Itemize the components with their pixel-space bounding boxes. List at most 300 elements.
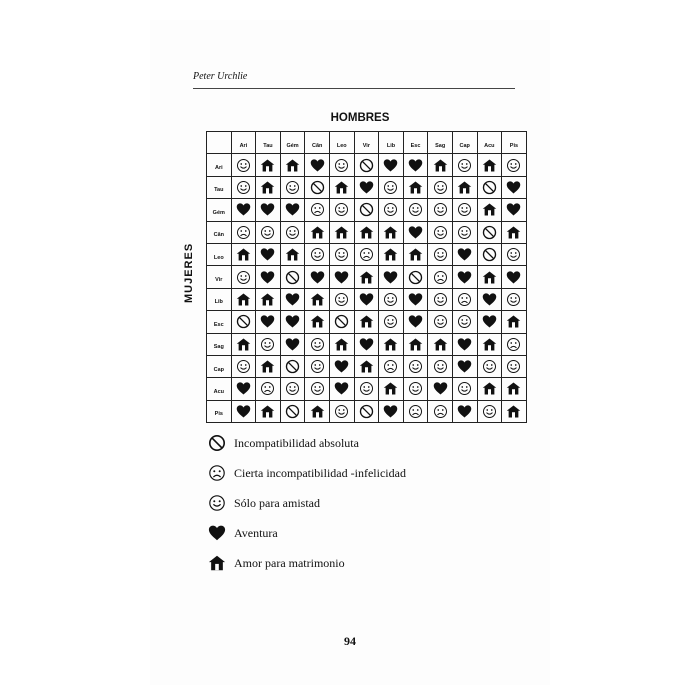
grid-cell xyxy=(231,176,256,198)
column-header xyxy=(379,132,404,154)
heart-icon xyxy=(457,270,472,285)
grid-cell xyxy=(305,378,330,400)
row-header xyxy=(207,199,232,221)
grid-cell xyxy=(477,266,502,288)
smiley-face-icon xyxy=(310,247,325,262)
sad-face-icon xyxy=(433,270,448,285)
column-header xyxy=(428,132,453,154)
grid-cell xyxy=(477,400,502,422)
smiley-face-icon xyxy=(236,158,251,173)
row-header-label: Leo xyxy=(213,254,224,261)
table-row xyxy=(207,199,527,221)
heart-icon xyxy=(457,247,472,262)
smiley-face-icon xyxy=(433,225,448,240)
sad-face-icon xyxy=(457,292,472,307)
smiley-face-icon xyxy=(260,337,275,352)
sad-face-icon xyxy=(383,359,398,374)
legend-text: Cierta incompatibilidad -infelicidad xyxy=(234,465,406,480)
sad-face-icon xyxy=(236,225,251,240)
prohibited-icon xyxy=(359,158,374,173)
grid-corner xyxy=(207,132,232,154)
smiley-face-icon xyxy=(482,359,497,374)
grid-cell xyxy=(354,243,379,265)
house-icon xyxy=(506,404,521,419)
column-header xyxy=(452,132,477,154)
house-icon xyxy=(359,314,374,329)
row-header xyxy=(207,176,232,198)
grid-cell xyxy=(256,333,281,355)
grid-cell xyxy=(329,266,354,288)
grid-cell xyxy=(354,311,379,333)
smiley-face-icon xyxy=(433,292,448,307)
grid-cell xyxy=(329,355,354,377)
house-icon xyxy=(506,314,521,329)
smiley-face-icon xyxy=(433,202,448,217)
grid-cell xyxy=(354,333,379,355)
prohibited-icon xyxy=(310,180,325,195)
prohibited-icon xyxy=(359,202,374,217)
house-icon xyxy=(334,225,349,240)
grid-cell xyxy=(502,221,527,243)
grid-cell xyxy=(452,243,477,265)
grid-cell xyxy=(452,378,477,400)
row-header-label: Tau xyxy=(214,187,224,194)
table-row xyxy=(207,400,527,422)
column-header-label: Cân xyxy=(311,142,323,149)
house-icon xyxy=(482,158,497,173)
legend-item xyxy=(208,488,406,518)
grid-cell xyxy=(452,355,477,377)
house-icon xyxy=(359,225,374,240)
heart-icon xyxy=(236,381,251,396)
grid-cell xyxy=(379,355,404,377)
column-header-label: Leo xyxy=(336,142,347,149)
table-row xyxy=(207,333,527,355)
grid-cell xyxy=(231,221,256,243)
column-header xyxy=(354,132,379,154)
grid-cell xyxy=(502,176,527,198)
house-icon xyxy=(482,270,497,285)
row-header-label: Lib xyxy=(214,299,223,306)
column-header-label: Pis xyxy=(509,142,519,149)
grid-cell xyxy=(354,221,379,243)
grid-cell xyxy=(231,199,256,221)
smiley-face-icon xyxy=(383,292,398,307)
smiley-face-icon xyxy=(457,314,472,329)
grid-cell xyxy=(305,154,330,176)
row-header xyxy=(207,355,232,377)
grid-cell xyxy=(305,243,330,265)
grid-cell xyxy=(305,311,330,333)
heart-icon xyxy=(359,337,374,352)
heart-icon xyxy=(506,202,521,217)
grid-title: HOMBRES xyxy=(330,112,390,124)
grid-cell xyxy=(280,333,305,355)
row-header-label: Pis xyxy=(214,411,223,418)
column-header xyxy=(403,132,428,154)
smiley-face-icon xyxy=(236,180,251,195)
row-header-label: Acu xyxy=(213,388,224,395)
grid-cell xyxy=(354,355,379,377)
house-icon xyxy=(482,337,497,352)
page-number: 94 xyxy=(344,634,356,648)
grid-cell xyxy=(329,400,354,422)
grid-cell xyxy=(477,221,502,243)
grid-cell xyxy=(305,221,330,243)
sad-face-icon xyxy=(260,381,275,396)
grid-cell xyxy=(280,154,305,176)
smiley-face-icon xyxy=(433,359,448,374)
heart-icon xyxy=(408,225,423,240)
grid-cell xyxy=(428,378,453,400)
grid-cell xyxy=(428,288,453,310)
legend-text: Sólo para amistad xyxy=(234,495,320,510)
grid-cell xyxy=(502,333,527,355)
smiley-face-icon xyxy=(457,158,472,173)
grid-cell xyxy=(502,199,527,221)
grid-cell xyxy=(231,154,256,176)
grid-cell xyxy=(477,176,502,198)
prohibited-icon xyxy=(482,247,497,262)
grid-cell xyxy=(403,378,428,400)
grid-cell xyxy=(452,400,477,422)
prohibited-icon xyxy=(408,270,423,285)
grid-cell xyxy=(280,199,305,221)
smiley-face-icon xyxy=(208,494,226,512)
heart-icon xyxy=(260,247,275,262)
column-header-label: Ari xyxy=(239,142,248,149)
column-header-label: Sag xyxy=(435,142,446,149)
heart-icon xyxy=(383,404,398,419)
grid-cell xyxy=(256,400,281,422)
heart-icon xyxy=(482,292,497,307)
grid-cell xyxy=(477,288,502,310)
grid-cell xyxy=(379,333,404,355)
heart-icon xyxy=(433,381,448,396)
grid-cell xyxy=(379,400,404,422)
smiley-face-icon xyxy=(383,314,398,329)
smiley-face-icon xyxy=(310,337,325,352)
column-header-label: Esc xyxy=(410,142,421,149)
grid-cell xyxy=(452,199,477,221)
grid-cell xyxy=(256,176,281,198)
table-row xyxy=(207,378,527,400)
grid-cell xyxy=(428,311,453,333)
grid-cell xyxy=(403,221,428,243)
sad-face-icon xyxy=(208,464,226,482)
row-header-label: Esc xyxy=(213,321,224,328)
grid-cell xyxy=(403,243,428,265)
grid-cell xyxy=(502,243,527,265)
heart-icon xyxy=(236,404,251,419)
row-header xyxy=(207,333,232,355)
grid-cell xyxy=(280,400,305,422)
column-header xyxy=(305,132,330,154)
house-icon xyxy=(359,359,374,374)
house-icon xyxy=(236,247,251,262)
heart-icon xyxy=(457,404,472,419)
house-icon xyxy=(359,270,374,285)
house-icon xyxy=(383,337,398,352)
grid-cell xyxy=(403,333,428,355)
house-icon xyxy=(260,158,275,173)
grid-cell xyxy=(231,288,256,310)
smiley-face-icon xyxy=(433,180,448,195)
prohibited-icon xyxy=(359,404,374,419)
column-header-label: Vir xyxy=(362,142,370,149)
grid-cell xyxy=(354,176,379,198)
grid-cell xyxy=(256,199,281,221)
grid-cell xyxy=(354,266,379,288)
row-header-label: Vir xyxy=(215,277,223,284)
house-icon xyxy=(310,292,325,307)
grid-cell xyxy=(231,243,256,265)
grid-cell xyxy=(477,243,502,265)
heart-icon xyxy=(408,158,423,173)
grid-cell xyxy=(452,288,477,310)
smiley-face-icon xyxy=(236,359,251,374)
heart-icon xyxy=(285,292,300,307)
prohibited-icon xyxy=(285,359,300,374)
grid-cell xyxy=(329,154,354,176)
heart-icon xyxy=(334,359,349,374)
heart-icon xyxy=(383,158,398,173)
header-rule xyxy=(193,88,515,89)
row-header-label: Gém xyxy=(212,209,225,216)
grid-cell xyxy=(379,288,404,310)
legend xyxy=(208,428,406,578)
grid-cell xyxy=(231,400,256,422)
sad-face-icon xyxy=(433,404,448,419)
table-row xyxy=(207,266,527,288)
grid-cell xyxy=(477,333,502,355)
smiley-face-icon xyxy=(408,202,423,217)
grid-cell xyxy=(231,355,256,377)
house-icon xyxy=(433,337,448,352)
house-icon xyxy=(208,554,226,572)
house-icon xyxy=(433,158,448,173)
smiley-face-icon xyxy=(506,158,521,173)
grid-cell xyxy=(256,221,281,243)
grid-cell xyxy=(280,176,305,198)
grid-cell xyxy=(305,400,330,422)
grid-cell xyxy=(354,400,379,422)
house-icon xyxy=(482,381,497,396)
prohibited-icon xyxy=(208,434,226,452)
grid-cell xyxy=(231,311,256,333)
grid-cell xyxy=(305,266,330,288)
house-icon xyxy=(260,292,275,307)
grid-cell xyxy=(502,154,527,176)
grid-cell xyxy=(403,266,428,288)
grid-cell xyxy=(502,266,527,288)
prohibited-icon xyxy=(334,314,349,329)
table-row xyxy=(207,176,527,198)
column-header-label: Gém xyxy=(286,142,299,149)
legend-text: Amor para matrimonio xyxy=(234,555,345,570)
heart-icon xyxy=(310,270,325,285)
table-row xyxy=(207,311,527,333)
grid-cell xyxy=(231,266,256,288)
grid-cell xyxy=(280,355,305,377)
heart-icon xyxy=(408,292,423,307)
house-icon xyxy=(408,247,423,262)
header-author: Peter Urchlie xyxy=(193,71,248,82)
prohibited-icon xyxy=(482,180,497,195)
row-header xyxy=(207,266,232,288)
house-icon xyxy=(260,404,275,419)
smiley-face-icon xyxy=(359,381,374,396)
column-header-label: Acu xyxy=(484,142,495,149)
heart-icon xyxy=(285,202,300,217)
row-header xyxy=(207,221,232,243)
grid-cell xyxy=(256,266,281,288)
grid-cell xyxy=(329,333,354,355)
smiley-face-icon xyxy=(285,225,300,240)
house-icon xyxy=(236,337,251,352)
house-icon xyxy=(285,247,300,262)
smiley-face-icon xyxy=(310,359,325,374)
grid-cell xyxy=(256,288,281,310)
grid-cell xyxy=(403,311,428,333)
grid-cell xyxy=(502,288,527,310)
smiley-face-icon xyxy=(457,381,472,396)
smiley-face-icon xyxy=(408,381,423,396)
sad-face-icon xyxy=(408,404,423,419)
grid-cell xyxy=(403,176,428,198)
grid-cell xyxy=(231,333,256,355)
smiley-face-icon xyxy=(506,247,521,262)
house-icon xyxy=(285,158,300,173)
legend-item xyxy=(208,518,406,548)
smiley-face-icon xyxy=(334,404,349,419)
house-icon xyxy=(260,180,275,195)
house-icon xyxy=(310,404,325,419)
heart-icon xyxy=(285,314,300,329)
grid-cell xyxy=(305,355,330,377)
prohibited-icon xyxy=(236,314,251,329)
grid-cell xyxy=(354,378,379,400)
row-header xyxy=(207,400,232,422)
sad-face-icon xyxy=(310,202,325,217)
row-header-label: Cân xyxy=(213,232,224,239)
grid-cell xyxy=(354,288,379,310)
heart-icon xyxy=(310,158,325,173)
grid-cell xyxy=(280,221,305,243)
grid-cell xyxy=(452,311,477,333)
table-row xyxy=(207,288,527,310)
row-header xyxy=(207,288,232,310)
column-header xyxy=(329,132,354,154)
smiley-face-icon xyxy=(334,247,349,262)
house-icon xyxy=(383,247,398,262)
heart-icon xyxy=(334,270,349,285)
heart-icon xyxy=(334,381,349,396)
row-header xyxy=(207,311,232,333)
heart-icon xyxy=(260,314,275,329)
heart-icon xyxy=(208,524,226,542)
sad-face-icon xyxy=(359,247,374,262)
grid-cell xyxy=(256,355,281,377)
column-header-label: Tau xyxy=(263,142,273,149)
grid-cell xyxy=(256,311,281,333)
smiley-face-icon xyxy=(334,158,349,173)
grid-cell xyxy=(428,176,453,198)
smiley-face-icon xyxy=(506,359,521,374)
grid-cell xyxy=(305,288,330,310)
smiley-face-icon xyxy=(310,381,325,396)
row-header xyxy=(207,154,232,176)
row-header-label: Ari xyxy=(214,165,223,172)
smiley-face-icon xyxy=(433,247,448,262)
grid-cell xyxy=(329,311,354,333)
grid-cell xyxy=(403,400,428,422)
house-icon xyxy=(457,180,472,195)
grid-cell xyxy=(477,355,502,377)
grid-cell xyxy=(379,243,404,265)
legend-text: Aventura xyxy=(234,525,278,540)
smiley-face-icon xyxy=(236,270,251,285)
grid-cell xyxy=(280,288,305,310)
grid-cell xyxy=(305,176,330,198)
row-header-label: Sag xyxy=(213,344,224,351)
grid-cell xyxy=(329,199,354,221)
house-icon xyxy=(310,225,325,240)
column-header xyxy=(280,132,305,154)
grid-cell xyxy=(452,154,477,176)
heart-icon xyxy=(457,337,472,352)
grid-cell xyxy=(379,378,404,400)
smiley-face-icon xyxy=(383,202,398,217)
legend-item xyxy=(208,428,406,458)
grid-cell xyxy=(280,378,305,400)
house-icon xyxy=(383,225,398,240)
house-icon xyxy=(260,359,275,374)
grid-cell xyxy=(477,311,502,333)
heart-icon xyxy=(506,180,521,195)
smiley-face-icon xyxy=(457,202,472,217)
grid-cell xyxy=(379,311,404,333)
grid-cell xyxy=(329,288,354,310)
grid-cell xyxy=(403,199,428,221)
grid-cell xyxy=(452,266,477,288)
grid-cell xyxy=(379,176,404,198)
grid-cell xyxy=(403,288,428,310)
grid-cell xyxy=(379,154,404,176)
sad-face-icon xyxy=(506,337,521,352)
grid-cell xyxy=(329,378,354,400)
smiley-face-icon xyxy=(383,180,398,195)
grid-cell xyxy=(354,199,379,221)
grid-cell xyxy=(428,243,453,265)
grid-cell xyxy=(256,378,281,400)
prohibited-icon xyxy=(285,270,300,285)
house-icon xyxy=(334,337,349,352)
grid-cell xyxy=(379,199,404,221)
heart-icon xyxy=(359,180,374,195)
table-row xyxy=(207,154,527,176)
grid-cell xyxy=(305,333,330,355)
prohibited-icon xyxy=(482,225,497,240)
house-icon xyxy=(506,225,521,240)
grid-cell xyxy=(256,154,281,176)
house-icon xyxy=(506,381,521,396)
grid-cell xyxy=(502,311,527,333)
grid-cell xyxy=(428,154,453,176)
heart-icon xyxy=(260,270,275,285)
column-header xyxy=(256,132,281,154)
grid-cell xyxy=(329,243,354,265)
